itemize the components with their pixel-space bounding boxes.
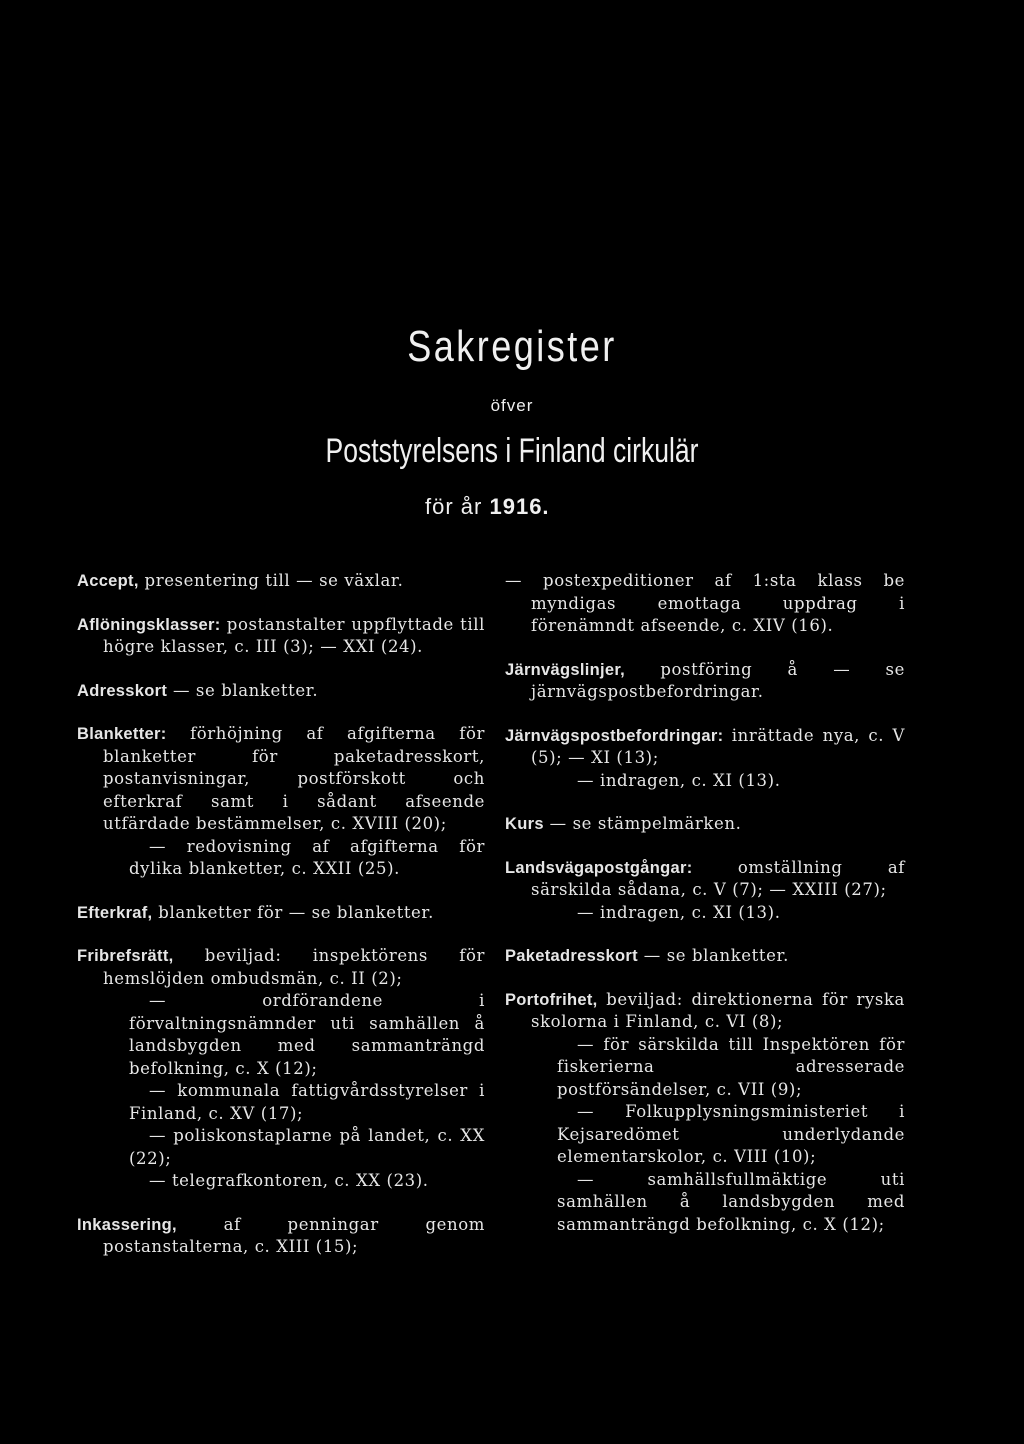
index-text: presentering till — se växlar. [138,571,404,590]
index-text: omställning af särskilda sådana, c. V (7); — XXIII (27); [531,857,905,899]
index-text: beviljad: direktionerna för ryska skolorna i Finland, c. VI (8); [531,989,905,1031]
index-entry [505,725,905,793]
index-entry [505,989,905,1237]
index-column-left [77,570,485,1280]
index-subentry: — indragen, c. XI (13). [577,770,781,790]
index-subentry: — samhällsfullmäktige uti samhällen å landsbygden med sammanträngd befolkning, c. X (12); [557,1169,905,1234]
year-value: 1916. [489,494,550,519]
index-text: förhöjning af afgifterna för blanketter för paketadresskort, postanvisningar, postförskott och efterkraf samt i sådant afseende utfärdade bestämmelser, c. XVIII (20); [103,724,485,833]
index-subentry: — Folkupplysningsministeriet i Kejsaredömet underlydande elementarskolor, c. VIII (10); [557,1102,905,1166]
index-text: — se blanketter. [637,946,790,965]
index-column-right [505,570,905,1257]
index-subentry: — för särskilda till Inspektören för fiskerierna adresserade postförsändelser, c. VII (9); [557,1034,905,1099]
index-subentry: — indragen, c. XI (13). [577,902,781,922]
index-keyword: Inkassering, [77,1215,177,1234]
index-text: — se blanketter. [167,680,319,700]
index-keyword: Adresskort [77,681,168,700]
index-text: af penningar genom postanstalterna, c. XIII (15); [103,1214,485,1256]
index-keyword: Efterkraf, [77,903,153,922]
index-entry [505,659,905,704]
page-subtitle: öfver [490,396,534,415]
index-entry [77,570,485,593]
index-keyword: Fribrefsrätt, [77,947,174,965]
index-text: blanketter för — se blanketter. [152,902,434,922]
index-text: — se stämpelmärken. [543,814,742,833]
document-organization-title: Poststyrelsens i Finland cirkulär [325,432,699,470]
index-keyword: Aflöningsklasser: [77,615,221,634]
index-entry [505,945,905,968]
index-text: inrättade nya, c. V (5); — XI (13); [531,725,905,767]
index-subentry: — redovisning af afgifterna för dylika blanketter, c. XXII (25). [129,836,485,878]
index-keyword: Paketadresskort [505,947,638,965]
index-keyword: Järnvägslinjer, [505,660,626,679]
index-subentry: — ordförandene i förvaltningsnämnder uti samhällen å landsbygden med sammanträngd befolkning, c. X (12); [129,991,485,1078]
index-keyword: Kurs [505,815,544,833]
index-entry [77,902,485,925]
index-entry [77,723,485,881]
year-prefix: för år [425,494,483,519]
index-keyword: Blanketter: [77,725,167,743]
index-entry [505,857,905,925]
index-entry [505,570,905,638]
index-keyword: Landsvägapostgångar: [505,858,693,877]
index-entry [77,614,485,659]
page-title: Sakregister [407,322,617,371]
index-entry [505,813,905,836]
index-keyword: Järnvägspostbefordringar: [505,726,724,745]
index-keyword: Portofrihet, [505,990,598,1009]
index-entry [77,1214,485,1259]
index-subentry: — telegrafkontoren, c. XX (23). [149,1171,429,1190]
index-entry [77,945,485,1193]
index-text: postföring å — se järnvägspostbefordringar. [531,659,905,701]
index-keyword: Accept, [77,572,139,590]
index-subentry: — kommunala fattigvårdsstyrelser i Finland, c. XV (17); [129,1081,485,1123]
index-text: beviljad: inspektörens för hemslöjden ombudsmän, c. II (2); [103,946,485,988]
index-text: — postexpeditioner af 1:sta klass be myndigas emottaga uppdrag i förenämndt afseende, c. XIV (16). [505,571,905,635]
index-text: postanstalter uppflyttade till högre klasser, c. III (3); — XXI (24). [103,614,485,656]
document-year [425,494,550,520]
index-entry [77,680,485,703]
index-subentry: — poliskonstaplarne på landet, c. XX (22); [129,1126,485,1168]
